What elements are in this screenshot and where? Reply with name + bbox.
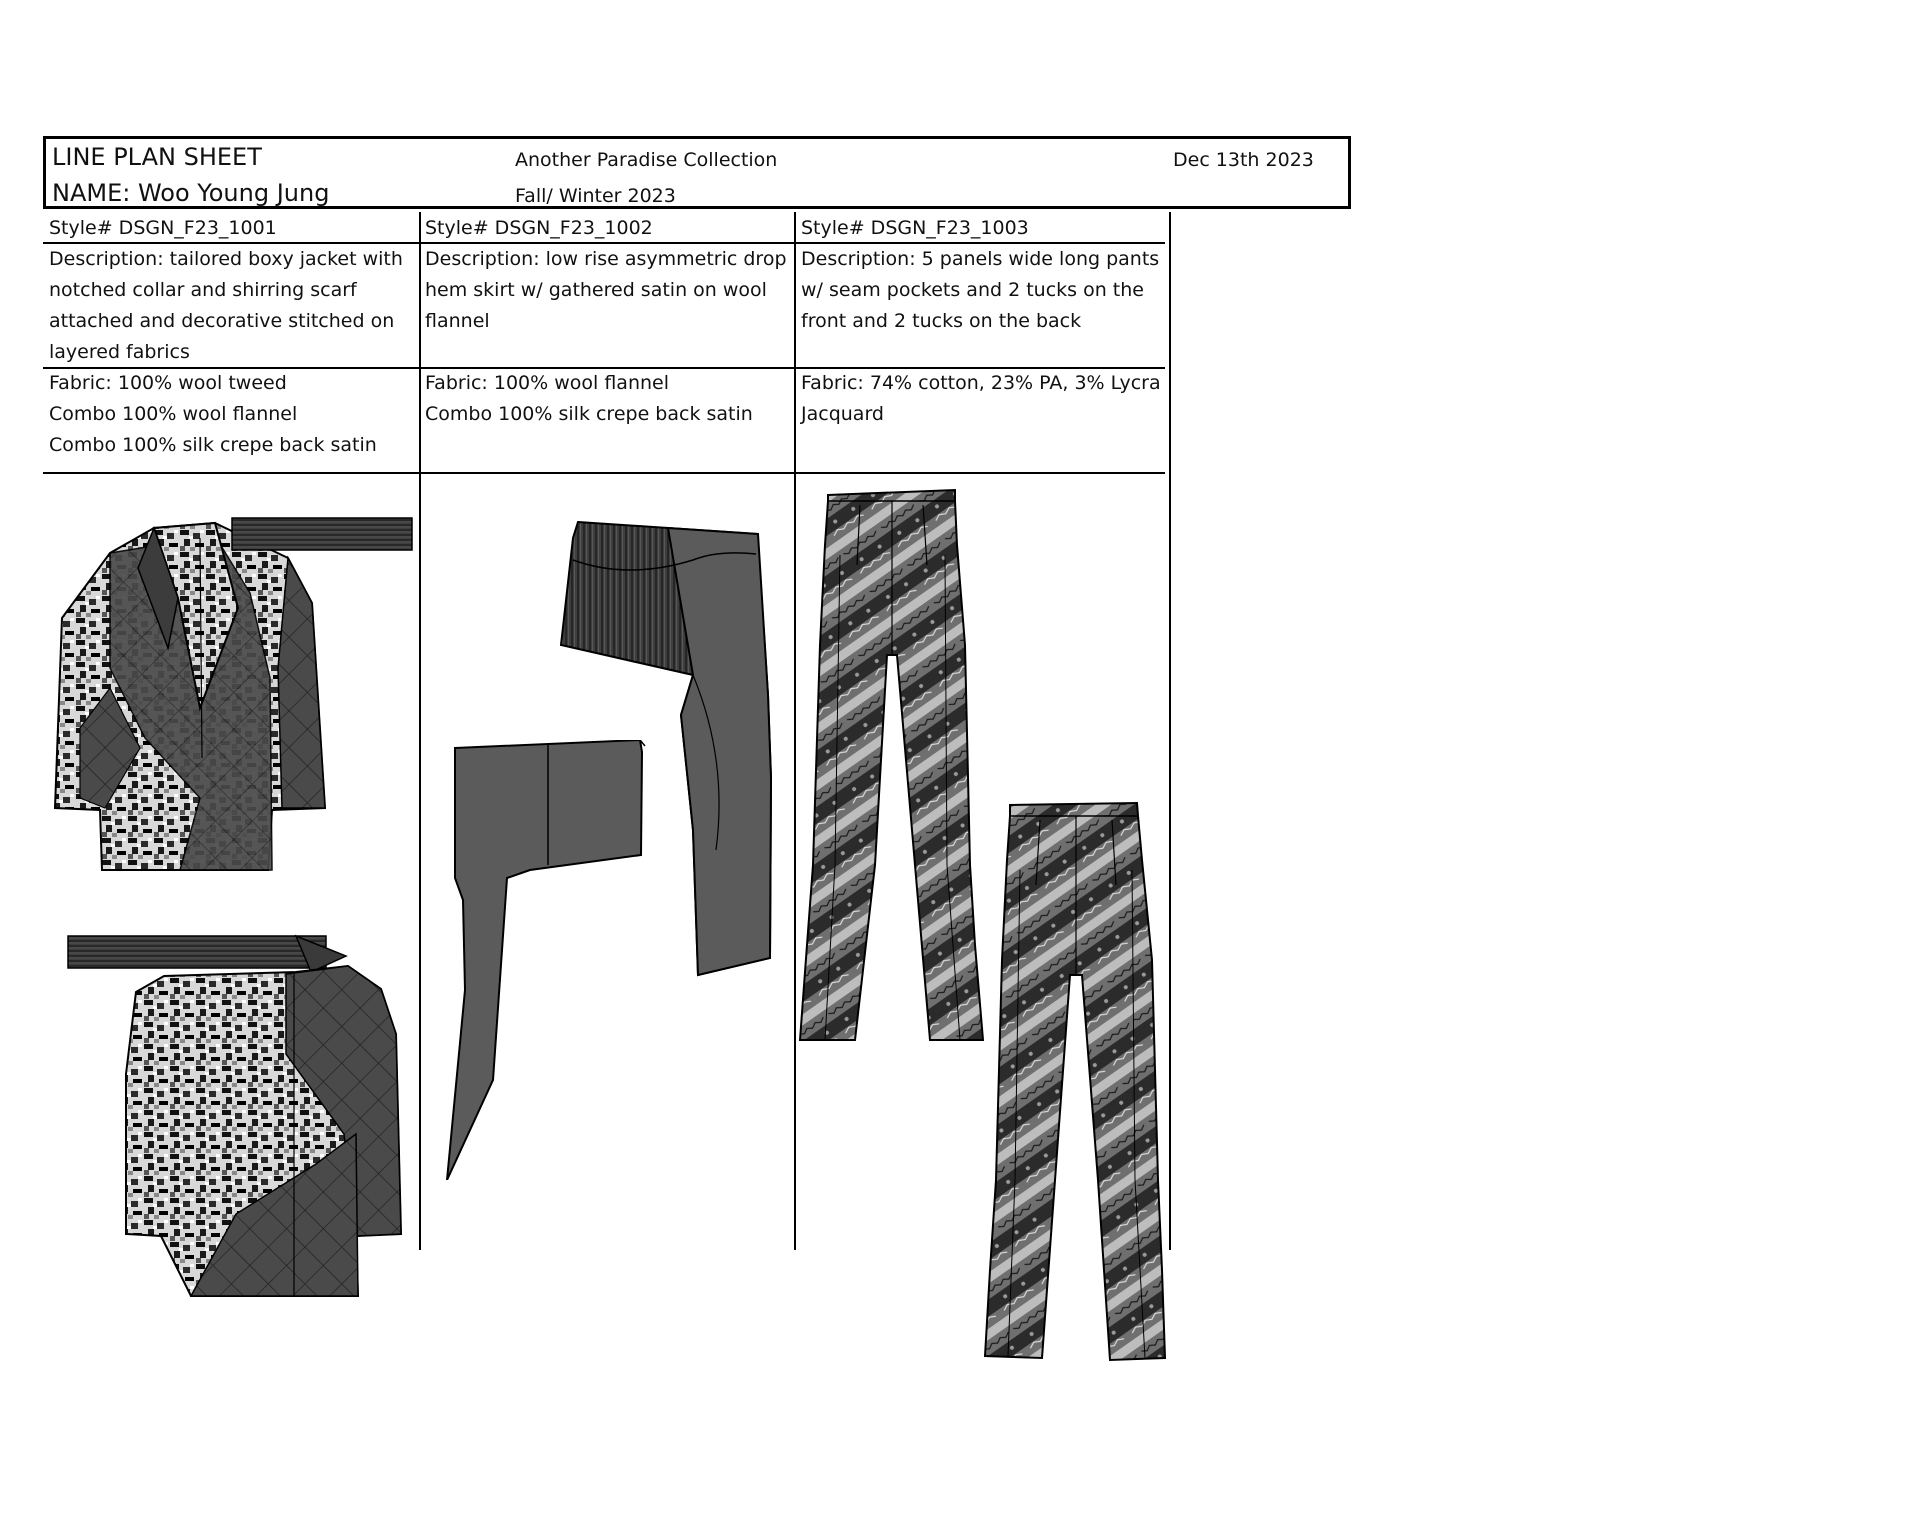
sheet-title: LINE PLAN SHEET bbox=[52, 143, 262, 171]
designer-name: NAME: Woo Young Jung bbox=[52, 179, 330, 207]
jacket-back-body bbox=[68, 936, 401, 1296]
jacket-front-sketch bbox=[50, 508, 415, 873]
pants-front-body bbox=[800, 490, 983, 1040]
pants-back-body bbox=[985, 803, 1165, 1360]
jacket-back-sketch bbox=[66, 934, 416, 1304]
description-1002 bbox=[425, 244, 787, 337]
style-number-1003: Style# DSGN_F23_1003 bbox=[801, 217, 1029, 239]
pants-front-sketch bbox=[795, 485, 985, 1045]
pants-back-sketch bbox=[980, 800, 1170, 1365]
fabric-line: Fabric: 74% cotton, 23% PA, 3% Lycra bbox=[801, 372, 1161, 394]
style-number-1002: Style# DSGN_F23_1002 bbox=[425, 217, 653, 239]
description-line: Description: 5 panels wide long pants bbox=[801, 248, 1160, 270]
fabric-line: Fabric: 100% wool tweed bbox=[49, 372, 287, 394]
collection-name: Another Paradise Collection bbox=[515, 149, 778, 171]
description-1001 bbox=[49, 244, 403, 368]
fabric-line: Combo 100% wool flannel bbox=[49, 403, 298, 425]
description-line: w/ seam pockets and 2 tucks on the bbox=[801, 279, 1144, 301]
row-divider bbox=[43, 472, 1165, 474]
fabric-line: Combo 100% silk crepe back satin bbox=[425, 403, 753, 425]
description-line: layered fabrics bbox=[49, 341, 190, 363]
description-line: front and 2 tucks on the back bbox=[801, 310, 1082, 332]
fabric-line: Jacquard bbox=[801, 403, 884, 425]
description-line: Description: tailored boxy jacket with bbox=[49, 248, 403, 270]
style-number-1001: Style# DSGN_F23_1001 bbox=[49, 217, 277, 239]
skirt-back-sketch bbox=[558, 520, 773, 980]
description-line: Description: low rise asymmetric drop bbox=[425, 248, 787, 270]
description-line: flannel bbox=[425, 310, 490, 332]
sheet-date: Dec 13th 2023 bbox=[1173, 149, 1314, 171]
description-line: attached and decorative stitched on bbox=[49, 310, 395, 332]
season: Fall/ Winter 2023 bbox=[515, 185, 676, 207]
description-line: notched collar and shirring scarf bbox=[49, 279, 357, 301]
jacket-front-body bbox=[55, 518, 412, 870]
description-1003 bbox=[801, 244, 1159, 337]
fabric-1002 bbox=[425, 368, 753, 430]
line-plan-header bbox=[43, 136, 1351, 209]
fabric-line: Fabric: 100% wool flannel bbox=[425, 372, 669, 394]
fabric-1001 bbox=[49, 368, 377, 461]
fabric-1003 bbox=[801, 368, 1161, 430]
skirt-back-body bbox=[561, 522, 771, 975]
fabric-line: Combo 100% silk crepe back satin bbox=[49, 434, 377, 456]
description-line: hem skirt w/ gathered satin on wool bbox=[425, 279, 767, 301]
